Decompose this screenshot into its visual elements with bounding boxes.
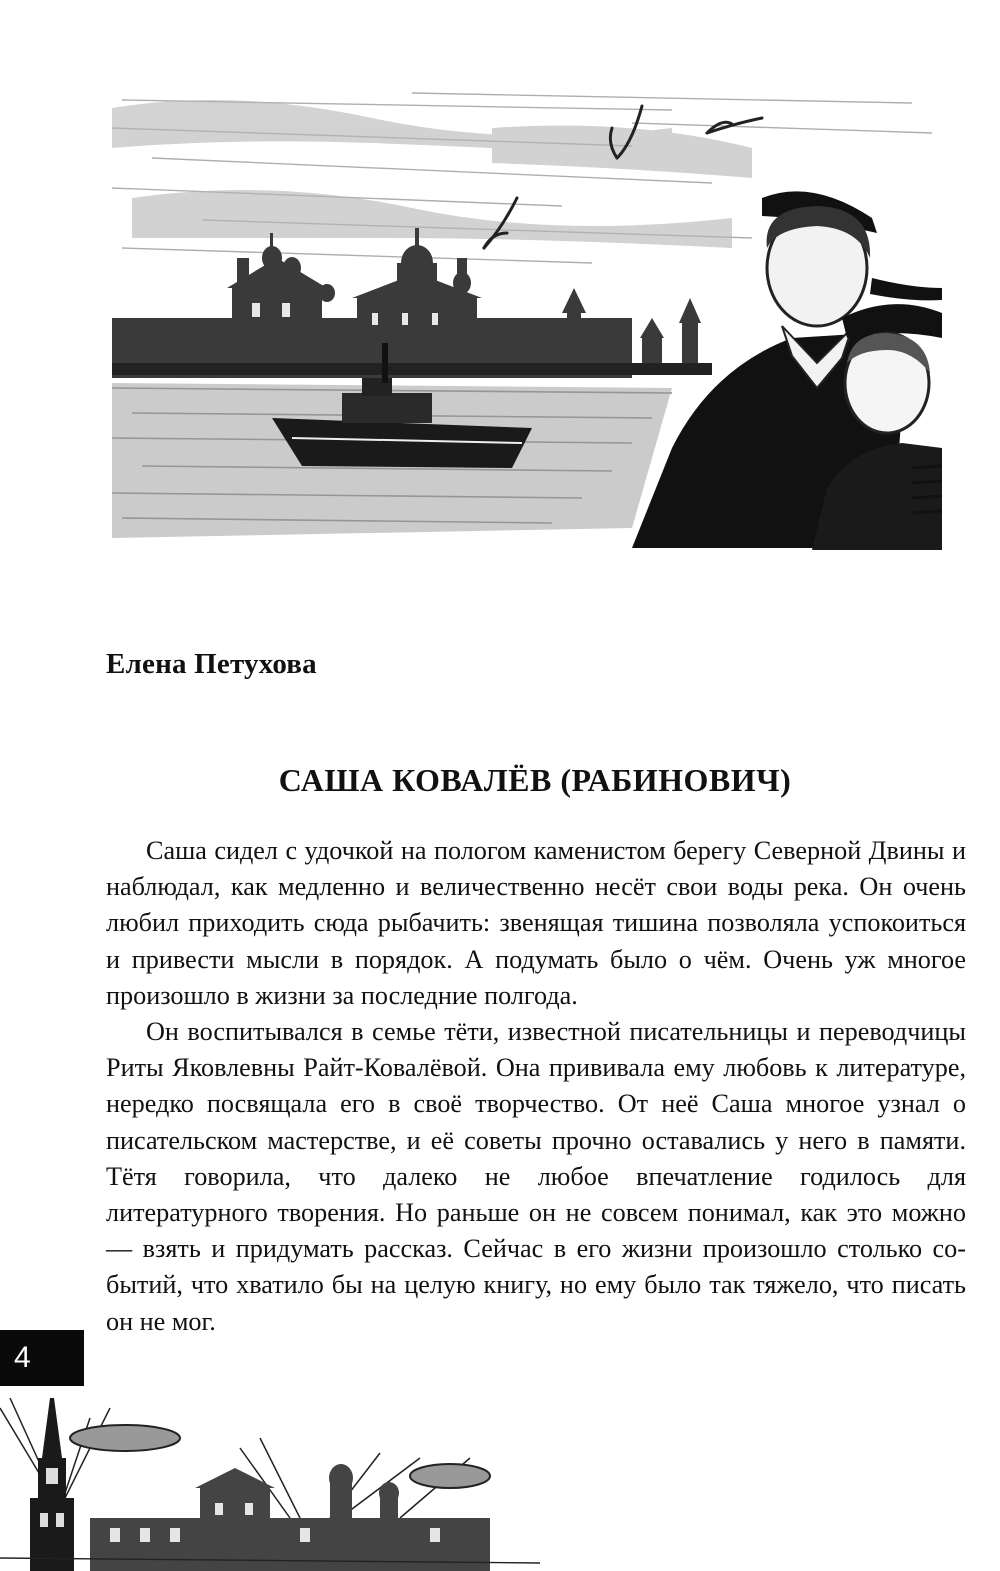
- body-text: [106, 833, 966, 1340]
- paragraph-1: Саша сидел с удочкой на пологом каменистом берегу Северной Двины и наблюдал, как медленно и величественно несёт свои воды река. Он очень любил приходить сюда рыбачить: звенящая тишина позволяла успокоиться и привести мысли в порядок. А подумать было о чём. Очень уж многое произошло в жизни за последние полгода.: [106, 836, 966, 1010]
- chapter-title: САША КОВАЛЁВ (РАБИНОВИЧ): [278, 762, 792, 798]
- top-illustration: [112, 88, 942, 550]
- page-number: [0, 1330, 84, 1386]
- author-name: Елена Петухова: [106, 648, 317, 680]
- page-number-label: 4: [14, 1341, 31, 1374]
- bottom-illustration: [0, 1398, 540, 1571]
- paragraph-2: Он воспитывался в семье тёти, известной писательницы и переводчицы Риты Яковлевны Райт-Ковалёвой. Она прививала ему любовь к литературе, нередко посвящала его в своё творчество. От неё Саша многое узнал о писательском мастерстве, и её советы прочно оставались у него в памяти. Тётя говорила, что далеко не любое впечатление годилось для литературного творения. Но раньше он не совсем понимал, как это можно — взять и придумать рассказ. Сейчас в его жизни произошло столько событий, что хватило бы на целую книгу, но ему было так тяжело, что писать он не мог.: [106, 1017, 966, 1336]
